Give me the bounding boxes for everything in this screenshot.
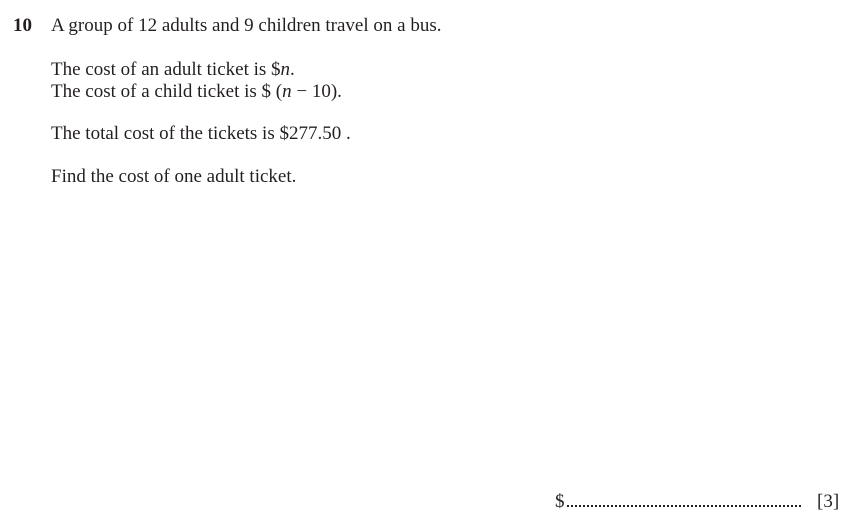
answer-line[interactable]: [555, 491, 801, 513]
child-cost-line: [51, 80, 342, 104]
answer-currency: $: [555, 491, 565, 512]
marks-label: [3]: [817, 491, 840, 512]
adult-cost-prefix: The cost of an adult ticket is $: [51, 59, 281, 80]
adult-cost-suffix: .: [290, 59, 295, 80]
adult-cost-line: [51, 58, 295, 82]
child-cost-suffix: − 10).: [291, 81, 342, 102]
total-cost-line: The total cost of the tickets is $277.50 .: [51, 123, 351, 144]
child-cost-variable: n: [282, 81, 292, 102]
question-instruction: Find the cost of one adult ticket.: [51, 166, 297, 187]
child-cost-prefix: The cost of a child ticket is $ (: [51, 81, 283, 102]
question-number: 10: [13, 15, 32, 36]
adult-cost-variable: n: [280, 59, 291, 80]
answer-dotted-line[interactable]: [567, 501, 801, 507]
question-intro: A group of 12 adults and 9 children travel on a bus.: [51, 15, 442, 36]
